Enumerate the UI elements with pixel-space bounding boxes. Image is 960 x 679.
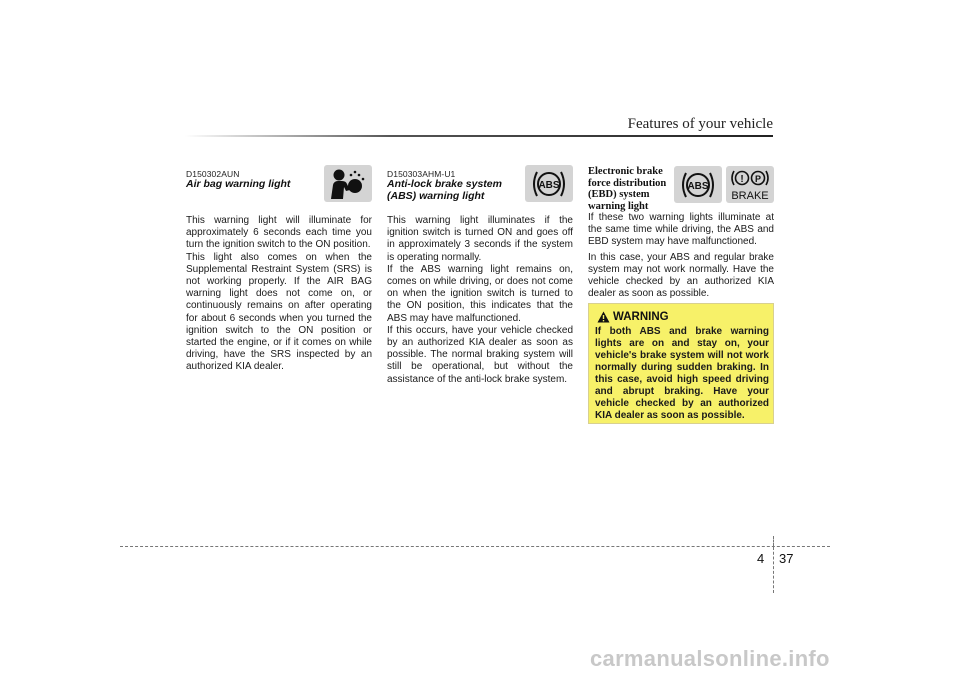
warning-heading: WARNING	[613, 311, 669, 323]
ebd-title-line: force distribution	[588, 177, 667, 189]
warning-text: If both ABS and brake warning lights are on and stay on, your vehicle's brake system will not work normally during sudden braking. In this case, avoid high speed driving and abrupt braking. Have your vehicle checked by an authorized KIA dealer as soon as possible.	[595, 326, 769, 421]
paragraph: If these two warning lights illuminate at the same time while driving, the ABS and EBD system may have malfunctioned.	[588, 212, 774, 248]
section-subhead-abs-line2: (ABS) warning light	[387, 190, 485, 202]
airbag-warning-icon	[324, 165, 372, 202]
page-header-title: Features of your vehicle	[627, 116, 773, 132]
abs-icon-label: ABS	[538, 179, 560, 191]
ebd-abs-icon-label: ABS	[687, 180, 709, 192]
chapter-number: 4	[757, 551, 765, 566]
ebd-title-line: (EBD) system	[588, 189, 650, 200]
abs-body	[387, 215, 573, 386]
ebd-abs-warning-icon	[674, 166, 722, 203]
footer-vertical-rule-bottom	[773, 547, 774, 593]
page-number: 37	[779, 551, 794, 566]
brake-icon-p: P	[754, 173, 762, 184]
ebd-title-line: Electronic brake	[588, 166, 663, 177]
section-subhead-airbag: Air bag warning light	[186, 178, 291, 190]
paragraph: This warning light will illuminate for approximately 6 seconds each time you turn the ignition switch to the ON position.	[186, 215, 372, 251]
paragraph: This light also comes on when the Supplemental Restraint System (SRS) is not working properly. If the AIR BAG warning light does not come on, or continuously remains on after operating for about 6 seconds when you turned the ignition switch to the ON position or started the engine, or if it comes on while driving, have the SRS inspected by an authorized KIA dealer.	[186, 251, 372, 373]
abs-warning-icon	[525, 165, 573, 202]
warning-box	[588, 303, 774, 424]
airbag-body	[186, 215, 372, 374]
brake-warning-icon	[726, 166, 774, 203]
footer-rule	[120, 546, 830, 547]
section-code-abs: D150303AHM-U1	[387, 169, 456, 179]
ebd-title	[588, 166, 678, 212]
section-subhead-abs-line1: Anti-lock brake system	[387, 178, 502, 190]
ebd-body	[588, 212, 774, 300]
warning-triangle-icon	[597, 311, 610, 323]
paragraph: This warning light illuminates if the ignition switch is turned ON and goes off in approximately 3 seconds if the system is operating normally.	[387, 215, 573, 263]
header-rule	[185, 135, 773, 137]
paragraph: If this occurs, have your vehicle checked by an authorized KIA dealer as soon as possible. The normal braking system will still be operational, but without the assistance of the anti-lock brake system.	[387, 324, 573, 385]
watermark: carmanualsonline.info	[590, 646, 830, 671]
brake-icon-excl: !	[740, 173, 744, 185]
paragraph: In this case, your ABS and regular brake system may not work normally. Have the vehicle checked by an authorized KIA dealer as soon as possible.	[588, 251, 774, 300]
footer-vertical-rule-top	[773, 536, 774, 546]
section-code-airbag: D150302AUN	[186, 169, 240, 179]
brake-icon-label: BRAKE	[731, 189, 769, 202]
ebd-title-line: warning light	[588, 200, 649, 212]
paragraph: If the ABS warning light remains on, comes on while driving, or does not come on when the ignition switch is turned to the ON position, this indicates that the ABS may have malfunctioned.	[387, 263, 573, 324]
